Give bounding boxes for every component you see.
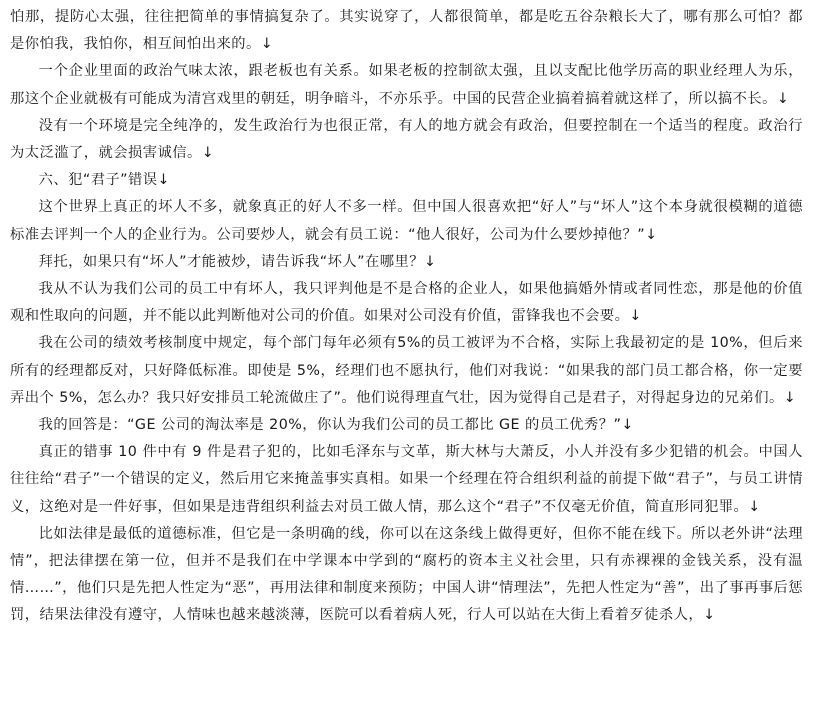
paragraph-8: 我在公司的绩效考核制度中规定，每个部门每年必须有5%的员工被评为不合格，实际上我最初定的是 10%，但后来所有的经理都反对，只好降低标准。即使是 5%，经理们也不愿执行，他们对我说：“如果我的部门员工都合格，你一定要弄出个 5%，怎么办？我只好安排员工轮流做庄了”。他们说得理直气壮，因为觉得自己是君子，对得起身边的兄弟们。↓ [10,335,803,406]
paragraph-1: 怕那，提防心太强，往往把简单的事情搞复杂了。其实说穿了，人都很简单，都是吃五谷杂粮长大了，哪有那么可怕？都是你怕我，我怕你，相互间怕出来的。↓ [10,9,803,53]
paragraph-3: 没有一个环境是完全纯净的，发生政治行为也很正常，有人的地方就会有政治，但要控制在一个适当的程度。政治行为太泛滥了，就会损害诚信。↓ [10,117,803,162]
paragraph-5: 这个世界上真正的坏人不多，就象真正的好人不多一样。但中国人很喜欢把“好人”与“坏人”这个本身就很模糊的道德标准去评判一个人的企业行为。公司要炒人，就会有员工说：“他人很好，公司为什么要炒掉他？”↓ [10,199,803,243]
paragraph-11: 比如法律是最低的道德标准，但它是一条明确的线，你可以在这条线上做得更好，但你不能在线下。所以老外讲“法理情”，把法律摆在第一位，但并不是我们在中学课本中学到的“腐朽的资本主义社会里，只有赤裸裸的金钱关系，没有温情……”，他们只是先把人性定为“恶”，再用法律和制度来预防；中国人讲“情理法”，先把人性定为“善”，出了事再事后惩罚，结果法律没有遵守，人情味也越来越淡薄，医院可以看着病人死，行人可以站在大街上看着歹徒杀人，↓ [10,525,803,624]
paragraph-9: 我的回答是：“GE 公司的淘汰率是 20%，你认为我们公司的员工都比 GE 的员工优秀？”↓ [38,417,634,434]
section-heading: 六、犯“君子”错误↓ [38,172,170,189]
paragraph-7: 我从不认为我们公司的员工中有坏人，我只评判他是不是合格的企业人，如果他搞婚外情或者同性恋，那是他的价值观和性取向的问题，并不能以此判断他对公司的价值。如果对公司没有价值，雷锋我也不会要。↓ [10,281,803,325]
paragraph-6: 拜托，如果只有“坏人”才能被炒，请告诉我“坏人”在哪里？↓ [38,253,437,270]
paragraph-10: 真正的错事 10 件中有 9 件是君子犯的，比如毛泽东与文革，斯大林与大萧反，小人并没有多少犯错的机会。中国人往往给“君子”一个错误的定义，然后用它来掩盖事实真相。如果一个经理在符合组织利益的前提下做“君子”，与员工讲情义，这绝对是一件好事，但如果是违背组织利益去对员工做人情，那么这个“君子”不仅毫无价值，简直形同犯罪。↓ [10,444,803,515]
paragraph-2: 一个企业里面的政治气味太浓，跟老板也有关系。如果老板的控制欲太强，且以支配比他学历高的职业经理人为乐，那这个企业就极有可能成为清宫戏里的朝廷，明争暗斗，不亦乐乎。中国的民营企业搞着搞着就这样了，所以搞不长。↓ [10,63,803,107]
